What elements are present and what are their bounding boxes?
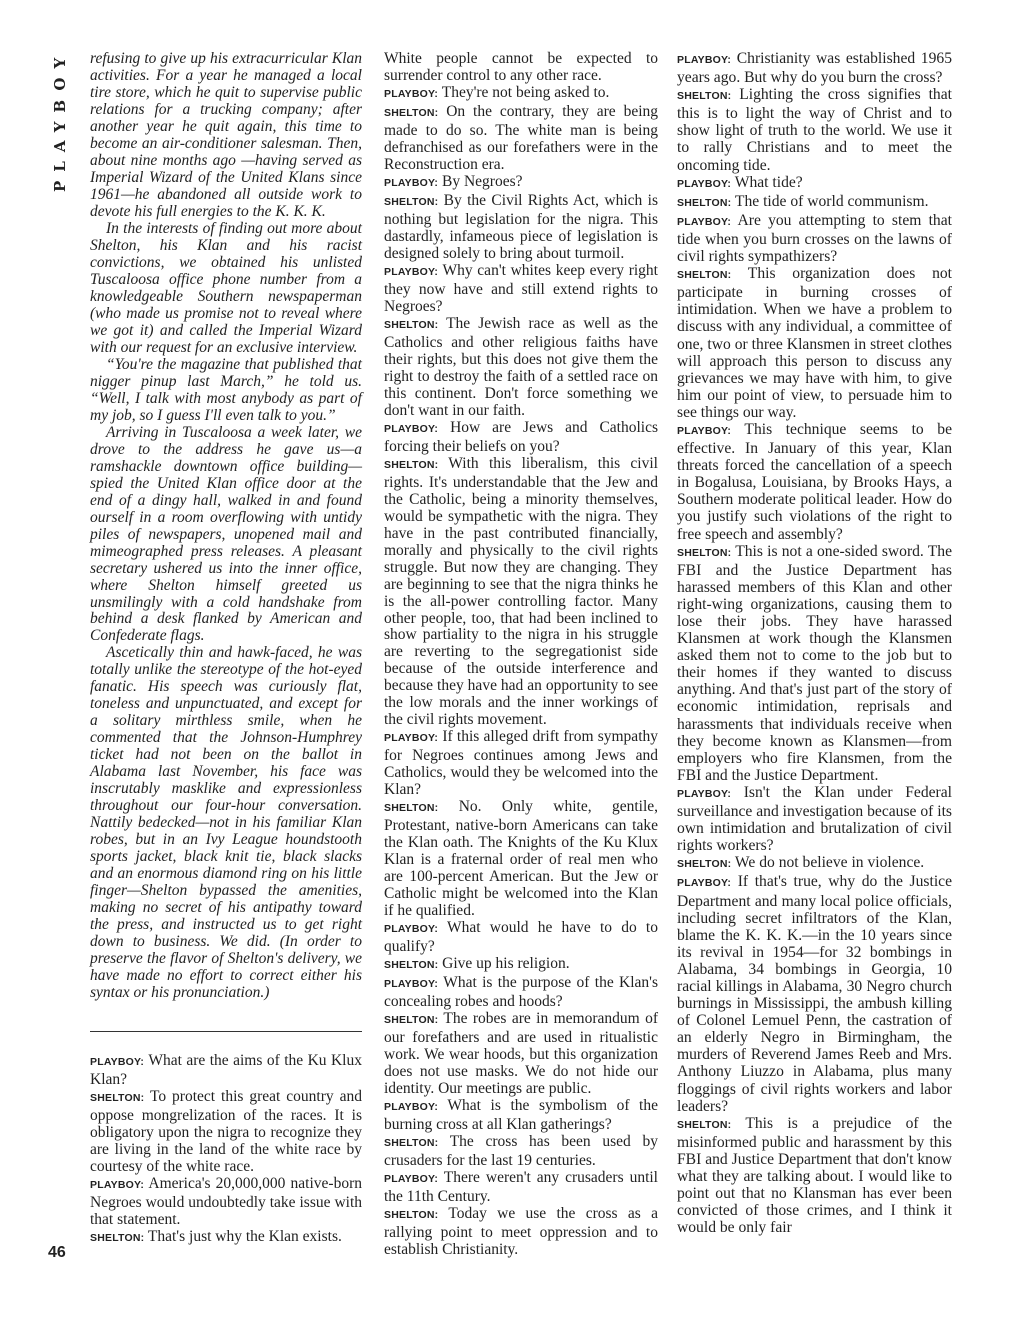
qa-paragraph (384, 315, 658, 419)
speaker-label: SHELTON: (384, 106, 439, 119)
qa-paragraph (384, 798, 658, 919)
qa-paragraph (384, 1097, 658, 1133)
qa-text: To protect this great country and oppose mongrelization of the races. It is obligatory upon the nigra to recognize they are living in the land of the white race by courtesy of the white race. (90, 1088, 362, 1176)
speaker-label: SHELTON: (384, 195, 439, 208)
qa-paragraph (384, 419, 658, 455)
qa-paragraph (677, 86, 952, 173)
speaker-label: PLAYBOY: (384, 176, 439, 189)
qa-paragraph (384, 455, 658, 729)
qa-paragraph (384, 103, 658, 173)
qa-text: What would he have to do to qualify? (384, 919, 658, 956)
speaker-label: PLAYBOY: (384, 87, 439, 100)
qa-paragraph (677, 265, 952, 421)
qa-paragraph (384, 974, 658, 1010)
qa-text: This is a prejudice of the misinformed public and harassment by this FBI and Justice Department that don't know what they are talking about. I would like to point out that no Klansman has ever been convicted of those crimes, and I think it would be only fair (677, 1114, 952, 1237)
qa-paragraph (384, 728, 658, 798)
speaker-label: SHELTON: (384, 1208, 439, 1221)
speaker-label: SHELTON: (90, 1231, 145, 1244)
speaker-label: PLAYBOY: (384, 1101, 439, 1114)
qa-text: They're not being asked to. (441, 83, 610, 101)
qa-text: There weren't any crusaders until the 11th Century. (384, 1169, 658, 1205)
qa-text: This organization does not participate in burning crosses of intimidation. When we have a problem to discuss with any individual, a committee of one, two or three Klansmen in street clothes will approach this person to discuss any grievances we may have with him, to give him our point of view, to persuade him to see things our way. (677, 265, 952, 421)
qa-text: We do not believe in violence. (734, 854, 925, 872)
speaker-label: PLAYBOY: (384, 732, 439, 745)
speaker-label: SHELTON: (677, 1118, 732, 1131)
qa-paragraph (90, 1052, 362, 1088)
qa-text: If that's true, why do the Justice Department and many local police officials, including secret infiltrators of the Klan, blame the K. K. K.—in the 10 years since its revival in 1954—for 32 bombings in Alabama, 34 bombings in Georgia, 10 racial killings in Alabama, 30 Negro church burnings in Mississippi, the ambush killing of Colonel Lemuel Penn, the castration of an elderly Negro in Birmingham, the murders of Reverend James Reeb and Mrs. Anthony Liuzzo in Alabama, plus many floggings of civil rights workers and labor leaders? (677, 873, 952, 1115)
qa-text: By Negroes? (442, 172, 523, 190)
speaker-label: PLAYBOY: (90, 1056, 145, 1069)
column-2 (384, 50, 658, 1258)
qa-text: On the contrary, they are being made to do so. The white man is being defranchised as our forefathers were in the Reconstruction era. (384, 102, 659, 173)
qa-text: Today we use the cross as a rallying point to meet oppression and to establish Christianity. (384, 1204, 658, 1258)
qa-text: Give up his religion. (442, 955, 570, 973)
speaker-label: PLAYBOY: (384, 923, 439, 936)
qa-text: The tide of world communism. (734, 192, 929, 210)
qa-paragraph (90, 1175, 362, 1228)
qa-paragraph (677, 421, 952, 543)
qa-text: White people cannot be expected to surrender control to any other race. (384, 50, 658, 84)
qa-paragraph (677, 784, 952, 854)
speaker-label: PLAYBOY: (384, 1173, 439, 1185)
speaker-label: PLAYBOY: (677, 54, 732, 66)
speaker-label: PLAYBOY: (90, 1179, 145, 1192)
qa-text: What tide? (734, 173, 803, 191)
speaker-label: PLAYBOY: (677, 177, 732, 190)
qa-paragraph (677, 873, 952, 1114)
speaker-label: SHELTON: (384, 959, 439, 972)
qa-paragraph (384, 919, 658, 955)
speaker-label: PLAYBOY: (677, 787, 732, 800)
qa-text: This technique seems to be effective. In January of this year, Klan threats forced the cancellation of a speech in Bogalusa, Louisiana, by Brooks Hays, a Southern moderate political leader. How do you justify such violations of the right to free speech and assembly? (677, 420, 952, 543)
qa-paragraph (384, 173, 658, 192)
speaker-label: PLAYBOY: (677, 877, 732, 890)
qa-paragraph (90, 1088, 362, 1175)
speaker-label: SHELTON: (677, 90, 732, 103)
intro-paragraph: Arriving in Tuscaloosa a week later, we drove to the address he gave us—a ramshackle downtown office building—spied the United Klan office door at the end of a dingy hall, walked in and found ourself in a room overflowing with untidy piles of newspapers, unopened mail and mimeographed press releases. A pleasant secretary ushered us into the inner office, where Shelton himself greeted us unsmilingly with a cold handshake from behind a desk flanked by American and Confederate flags. (90, 423, 362, 645)
intro-paragraph: refusing to give up his extracurricular Klan activities. For a year he managed a local tire store, which he quit to supervise public relations for a trucking company; after another year he quit again, this time to become an air-conditioner salesman. Then, about nine months ago —having served as Imperial Wizard of the United Klans since 1961—he abandoned all outside work to devote his full energies to the K. K. K. (90, 50, 362, 220)
qa-text: The Jewish race as well as the Catholics and other religious faiths have their rights, but this does not give them the right to destroy the faith of a settled race on this continent. Don't force something we don't want in our faith. (384, 314, 658, 419)
qa-text: Lighting the cross signifies that this is to light the way of Christ and to show light of truth to the world. We use it to rally Christians and to meet the oncoming tide. (677, 86, 952, 174)
qa-text: With this liberalism, this civil rights. It's understandable that the Jew and the Catholic, being a minority themselves, would be sympathetic with the nigra. They have in the past contributed financially, morally and physically to the civil rights struggle. But now they are changing. They are beginning to see that the nigra thinks he is the all-power controlling factor. Many other people, too, that had been inclined to show partiality to the nigra in his struggle are reverting to the segregationist side because of the outside interference and because they have had an opportunity to see the low morals and the inner workings of the civil rights movement. (384, 454, 658, 729)
speaker-label: SHELTON: (384, 458, 439, 471)
speaker-label: SHELTON: (384, 1014, 439, 1027)
qa-text: Christianity was established 1965 years ago. But why do you burn the cross? (677, 50, 952, 87)
qa-text: By the Civil Rights Act, which is nothing but legislation for the nigra. This dastardly, infameous piece of legislation is designed solely to bring about turmoil. (384, 191, 659, 262)
intro-paragraph: Ascetically thin and hawk-faced, he was totally unlike the stereotype of the hot-eyed fanatic. His speech was curiously flat, toneless and unpunctuated, and except for a solitary mirthless smile, when he commented that the Johnson-Humphrey ticket had not been on the ballot in Alabama last November, his face was inscrutably masklike and expressionless throughout our four-hour conversation. Nattily bedecked—not in his familiar Klan robes, but in an Ivy League houndstooth sports jacket, black knit tie, black slacks and an enormous diamond ring on his little finger—Shelton bypassed the amenities, making no secret of his antipathy toward the press, and instructed us to get right down to business. We did. (In order to preserve the flavor of Shelton's delivery, we have made no effort to correct either his syntax or his pronunciation.) (90, 644, 362, 1002)
qa-text: This is not a one-sided sword. The FBI and the Justice Department has harassed members of this Klan and other right-wing organizations, causing them to lose their jobs. They have harassed Klansmen at work though the Klansmen asked them not to come to the job but to their homes if they wanted to discuss anything. And that's just part of the story of economic intimidation, reprisals and harassments that individuals receive when they become known as Klansmen—from employers who fire Klansmen, from the FBI and the Justice Department. (677, 542, 952, 784)
qa-paragraph (677, 212, 952, 265)
qa-paragraph (384, 84, 658, 103)
speaker-label: SHELTON: (384, 1137, 439, 1150)
qa-text: Are you attempting to stem that tide when you burn crosses on the lawns of civil rights sympathizers? (677, 211, 952, 266)
qa-paragraph (677, 193, 952, 212)
qa-text: America's 20,000,000 native-born Negroes would undoubtedly take issue with that statement. (90, 1175, 362, 1228)
page-number: 46 (48, 1244, 66, 1261)
column-1 (90, 50, 362, 1247)
qa-text: What are the aims of the Ku Klux Klan? (90, 1052, 362, 1089)
qa-paragraph (90, 1228, 362, 1247)
masthead-playboy: PLAYBOY (51, 48, 69, 193)
speaker-label: PLAYBOY: (384, 978, 439, 991)
intro-paragraph: In the interests of finding out more about Shelton, his Klan and his racist convictions, we obtained his unlisted Tuscaloosa office phone number from a knowledgeable Southern newspaperman (who made us promise not to reveal where we got it) and called the Imperial Wizard with our request for an exclusive interview. (90, 219, 362, 356)
qa-text: What is the purpose of the Klan's concealing robes and hoods? (384, 974, 658, 1011)
qa-paragraph (677, 1115, 952, 1237)
qa-paragraph (384, 1010, 658, 1097)
qa-paragraph (677, 174, 952, 193)
speaker-label: SHELTON: (384, 318, 439, 331)
speaker-label: SHELTON: (677, 269, 732, 282)
speaker-label: PLAYBOY: (384, 422, 439, 435)
qa-paragraph (384, 955, 658, 974)
speaker-label: SHELTON: (677, 196, 732, 209)
qa-text: The robes are in memorandum of our forefathers and are used in ritualistic work. We wear hoods, but this organization does not use masks. We do not hide our identity. Our meetings are public. (384, 1010, 658, 1098)
qa-text: That's just why the Klan exists. (147, 1227, 342, 1245)
qa-paragraph (677, 50, 952, 86)
qa-text: Why can't whites keep every right they now have and still extend rights to Negroes? (384, 261, 658, 315)
qa-text: Isn't the Klan under Federal surveillance and investigation because of its own intimidation and brutalization of civil rights workers? (677, 783, 952, 855)
speaker-label: SHELTON: (677, 858, 732, 871)
section-divider (90, 1031, 362, 1032)
qa-text: If this alleged drift from sympathy for Negroes continues among Jews and Catholics, would they be welcomed into the Klan? (384, 728, 658, 799)
speaker-label: SHELTON: (90, 1092, 145, 1105)
qa-text: What is the symbolism of the burning cross at all Klan gatherings? (384, 1097, 658, 1134)
qa-text: The cross has been used by crusaders for the last 19 centuries. (384, 1133, 658, 1170)
qa-paragraph (384, 1133, 658, 1169)
column-3 (677, 50, 952, 1236)
speaker-label: SHELTON: (384, 802, 439, 815)
intro-paragraph: “You're the magazine that published that nigger pinup last March,” he told us. “Well, I talk with most anybody as part of my job, so I guess I'll even talk to you.” (90, 355, 362, 424)
qa-text: How are Jews and Catholics forcing their beliefs on you? (384, 418, 659, 455)
speaker-label: SHELTON: (677, 546, 732, 559)
speaker-label: PLAYBOY: (677, 424, 732, 437)
qa-paragraph (677, 543, 952, 784)
qa-paragraph (384, 192, 658, 262)
speaker-label: PLAYBOY: (677, 215, 732, 228)
qa-paragraph (384, 50, 658, 84)
qa-paragraph (677, 854, 952, 873)
qa-text: No. Only white, gentile, Protestant, native-born Americans can take the Klan oath. The Knights of the Ku Klux Klan is a fraternal order of real men who are 100-percent American. But the Jew or Catholic might be welcomed into the Klan if he qualified. (384, 798, 659, 920)
qa-paragraph (384, 1205, 658, 1258)
speaker-label: PLAYBOY: (384, 265, 439, 278)
qa-paragraph (384, 262, 658, 315)
qa-paragraph (384, 1169, 658, 1205)
